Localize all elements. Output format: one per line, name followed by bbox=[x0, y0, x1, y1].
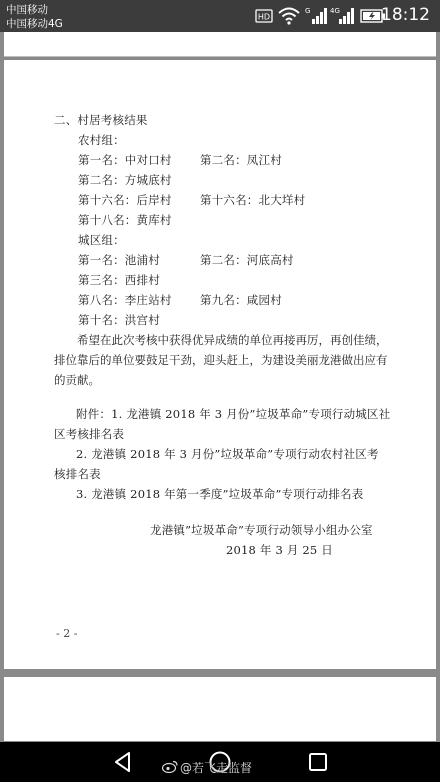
attachment-2-cont: 核排名表 bbox=[54, 467, 101, 481]
weibo-icon bbox=[162, 760, 178, 773]
urban-rank: 第一名：池浦村 bbox=[78, 253, 160, 267]
document-page[interactable] bbox=[4, 60, 436, 669]
rural-rank: 第十六名：后岸村 bbox=[78, 193, 172, 207]
carrier-label-2: 中国移动4G bbox=[6, 18, 63, 30]
rural-rank: 第一名：中对口村 bbox=[78, 153, 172, 167]
urban-rank-2: 第二名：河底高村 bbox=[200, 253, 294, 267]
previous-page-edge bbox=[4, 32, 436, 57]
document-content bbox=[4, 60, 436, 669]
svg-text:G: G bbox=[305, 7, 311, 15]
urban-rank: 第三名：西排村 bbox=[78, 273, 160, 287]
rural-rank-2: 第二名：凤江村 bbox=[200, 153, 282, 167]
section-title: 二、村居考核结果 bbox=[54, 113, 148, 127]
urban-rank: 第八名：李庄站村 bbox=[78, 293, 172, 307]
rural-group-label: 农村组： bbox=[78, 133, 125, 147]
urban-group-label: 城区组： bbox=[78, 233, 125, 247]
urban-rank-2: 第九名：咸园村 bbox=[200, 293, 282, 307]
hd-icon bbox=[255, 6, 273, 26]
urban-rank: 第十名：洪宫村 bbox=[78, 313, 160, 327]
svg-text:4G: 4G bbox=[330, 7, 340, 15]
attachment-3: 3. 龙港镇 2018 年第一季度”垃圾革命”专项行动排名表 bbox=[76, 487, 364, 501]
signature-office: 龙港镇”垃圾革命”专项行动领导小组办公室 bbox=[150, 523, 373, 537]
signal-icon-1 bbox=[305, 6, 327, 26]
signature-date: 2018 年 3 月 25 日 bbox=[226, 543, 333, 557]
watermark: @若飞走监督 bbox=[180, 761, 253, 775]
carrier-label-1: 中国移动 bbox=[6, 4, 48, 16]
rural-rank: 第二名：方城底村 bbox=[78, 173, 172, 187]
clock: 18:12 bbox=[381, 5, 430, 25]
rural-rank-2: 第十六名：北大垟村 bbox=[200, 193, 306, 207]
next-page-edge bbox=[4, 677, 436, 741]
page-number: - 2 - bbox=[56, 627, 78, 640]
attachment-2: 2. 龙港镇 2018 年 3 月份”垃圾革命”专项行动农村社区考 bbox=[76, 447, 379, 461]
status-bar bbox=[0, 0, 440, 32]
attachment-1: 附件：1. 龙港镇 2018 年 3 月份”垃圾革命”专项行动城区社 bbox=[76, 407, 391, 421]
recents-icon[interactable] bbox=[305, 749, 331, 775]
wifi-icon bbox=[278, 6, 300, 26]
back-icon[interactable] bbox=[110, 749, 136, 775]
rural-rank: 第十八名：黄库村 bbox=[78, 213, 172, 227]
attachment-1-cont: 区考核排名表 bbox=[54, 427, 125, 441]
signal-icon-2 bbox=[330, 6, 354, 26]
closing-paragraph: 希望在此次考核中获得优异成绩的单位再接再厉，再创佳绩，排位靠后的单位要鼓足干劲，迎头赶上，为建设美丽龙港做出应有的贡献。 bbox=[54, 333, 388, 387]
svg-text:HD: HD bbox=[257, 12, 271, 22]
